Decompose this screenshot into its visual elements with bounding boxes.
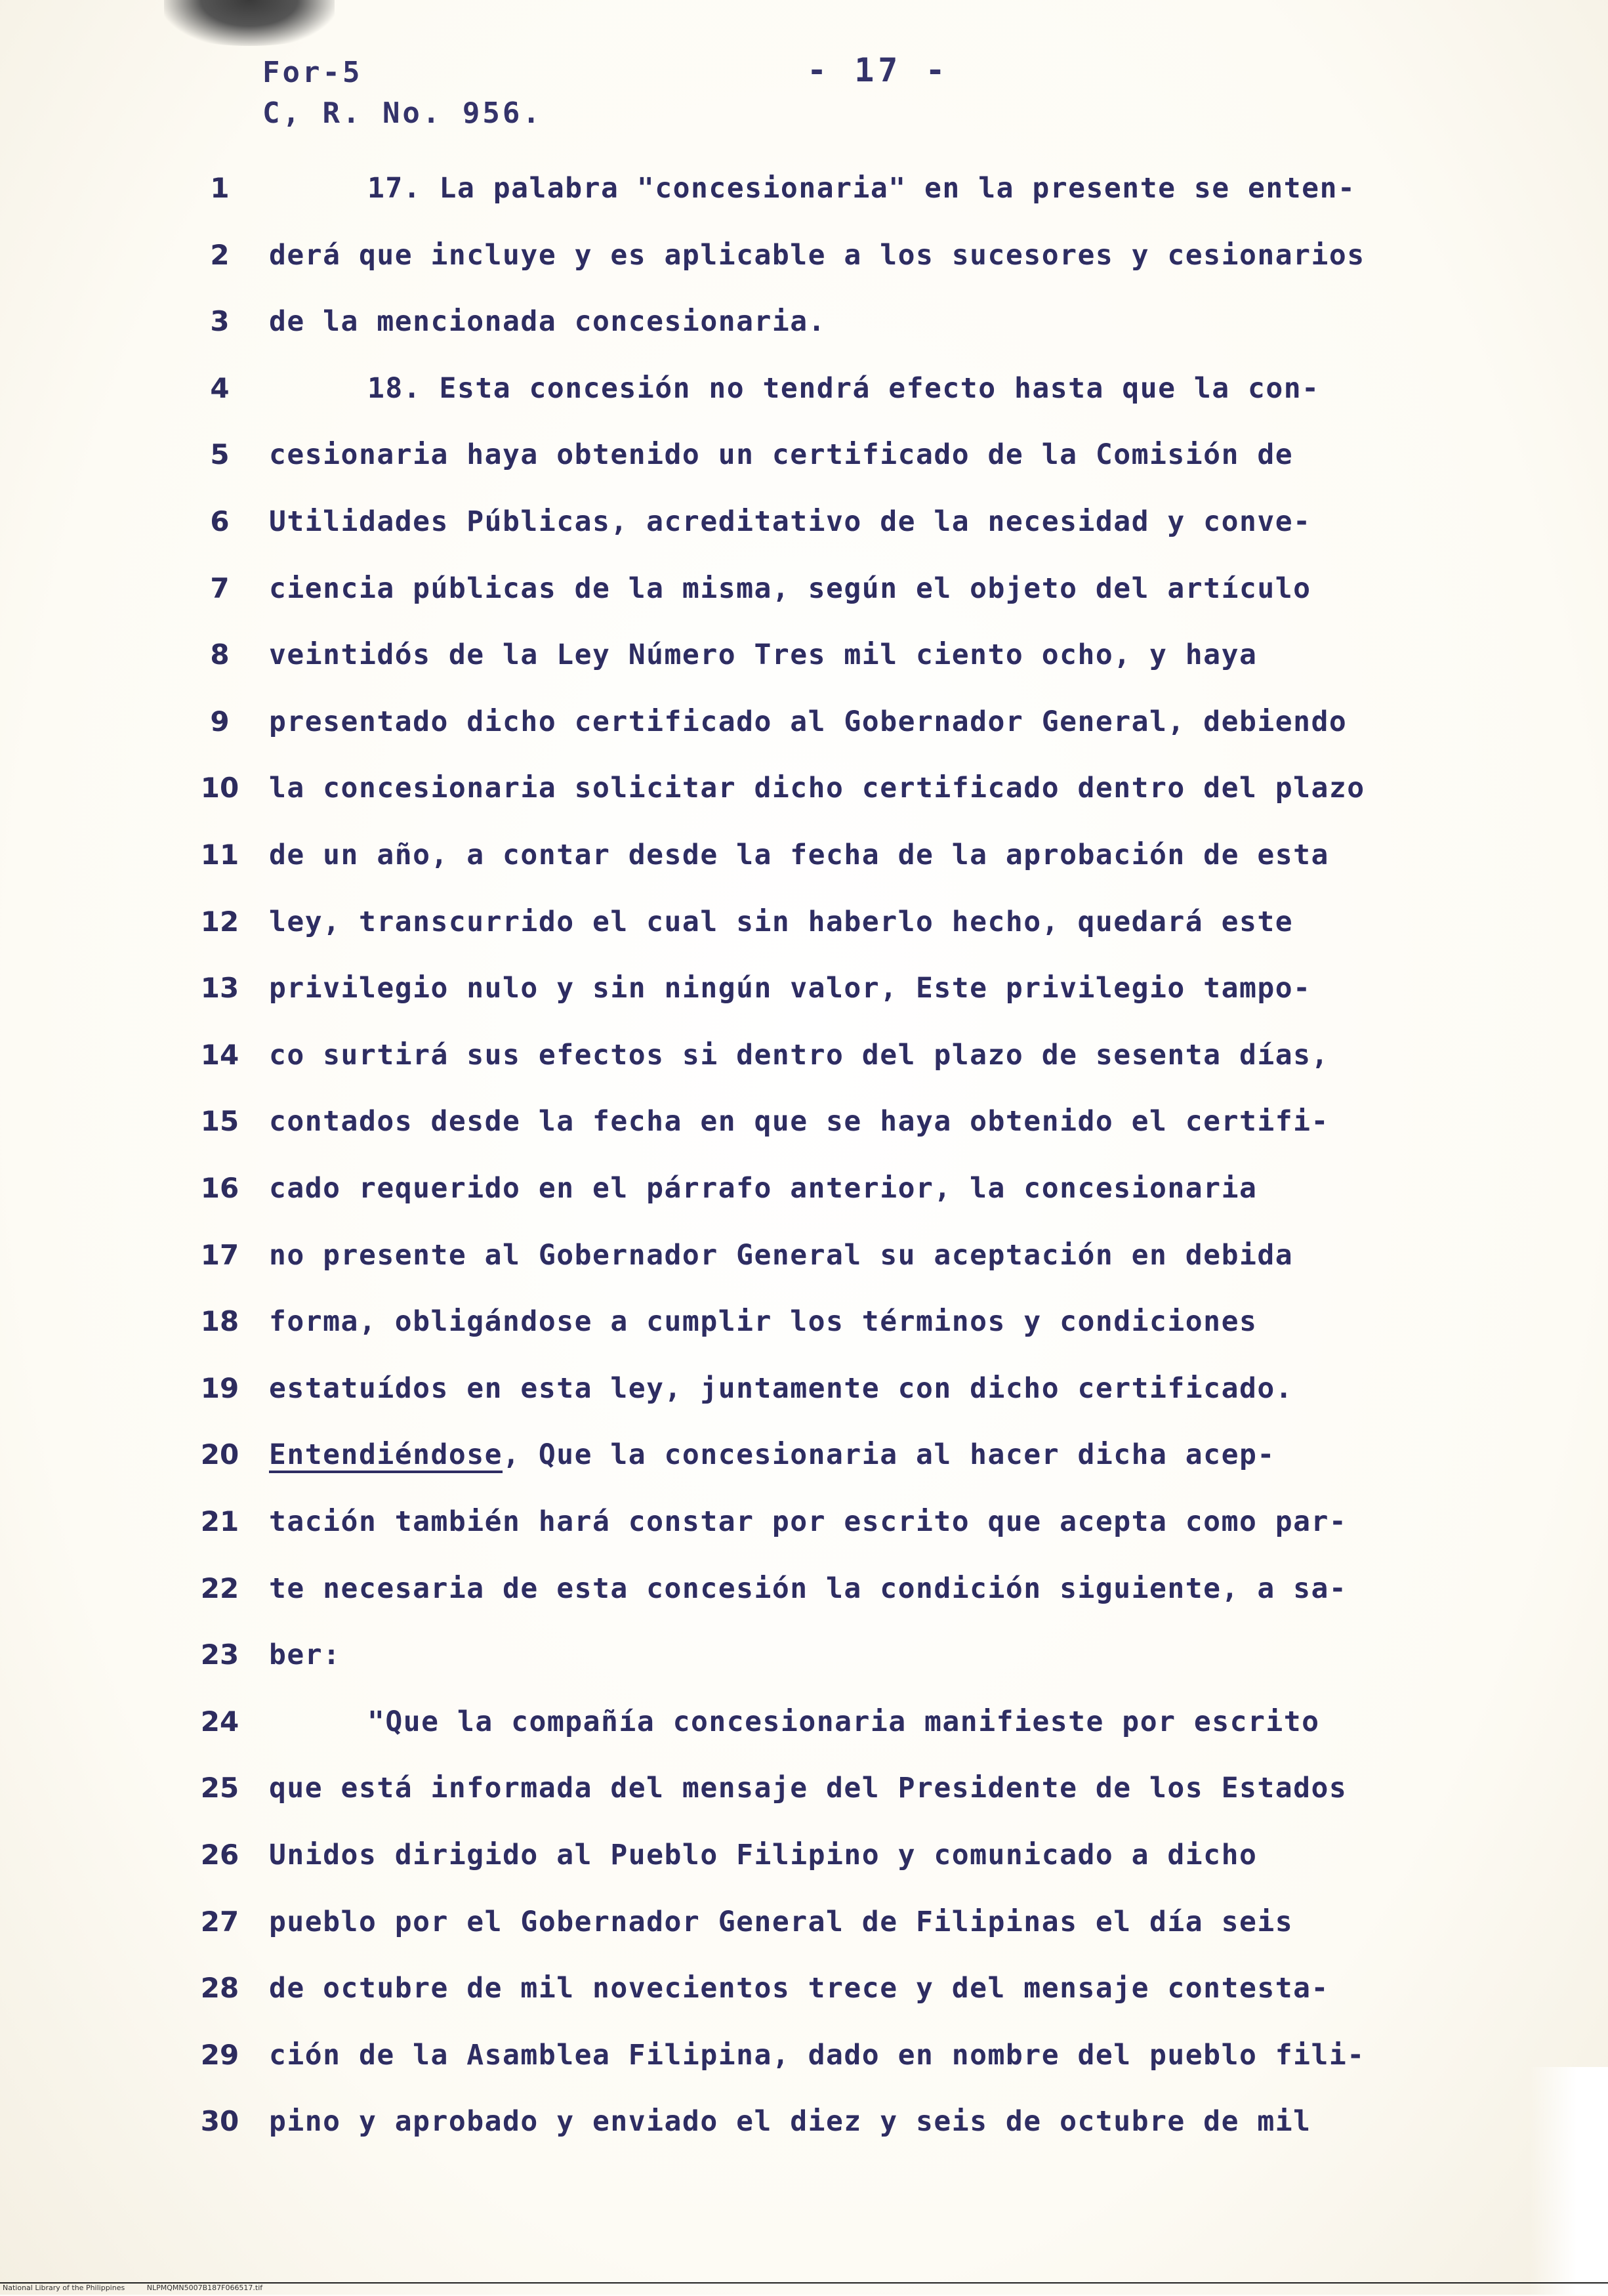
text-line bbox=[0, 1505, 1608, 1572]
line-number: 19 bbox=[200, 1372, 239, 1404]
line-text: cado requerido en el párrafo anterior, la concesionaria bbox=[269, 1172, 1258, 1205]
line-number: 14 bbox=[200, 1039, 239, 1071]
text-line bbox=[0, 772, 1608, 838]
library-name: National Library of the Philippines bbox=[3, 2284, 125, 2292]
line-text: pino y aprobado y enviado el diez y seis de octubre de mil bbox=[269, 2105, 1311, 2138]
line-number: 13 bbox=[200, 972, 239, 1004]
text-line bbox=[0, 1172, 1608, 1238]
line-text: tación también hará constar por escrito que acepta como par- bbox=[269, 1505, 1348, 1538]
line-number: 24 bbox=[200, 1705, 239, 1738]
line-text: presentado dicho certificado al Gobernador General, debiendo bbox=[269, 705, 1348, 738]
line-text: que está informada del mensaje del Presidente de los Estados bbox=[269, 1772, 1348, 1805]
line-text: derá que incluye y es aplicable a los sucesores y cesionarios bbox=[269, 239, 1365, 272]
text-line bbox=[0, 572, 1608, 638]
line-text: forma, obligándose a cumplir los términos y condiciones bbox=[269, 1305, 1258, 1338]
text-line bbox=[0, 438, 1608, 505]
text-line bbox=[0, 1039, 1608, 1105]
line-text: cesionaria haya obtenido un certificado de la Comisión de bbox=[269, 438, 1294, 471]
line-number: 17 bbox=[200, 1239, 239, 1271]
line-number: 20 bbox=[200, 1438, 239, 1471]
text-line bbox=[0, 1639, 1608, 1705]
line-text: ley, transcurrido el cual sin haberlo hecho, quedará este bbox=[269, 906, 1294, 938]
line-number: 22 bbox=[200, 1572, 239, 1604]
line-number: 18 bbox=[200, 1305, 239, 1337]
line-text: veintidós de la Ley Número Tres mil ciento ocho, y haya bbox=[269, 638, 1258, 671]
line-number: 28 bbox=[200, 1972, 239, 2004]
text-line bbox=[0, 972, 1608, 1038]
text-line bbox=[0, 305, 1608, 371]
underlined-word: Entendiéndose bbox=[269, 1438, 503, 1471]
line-number: 7 bbox=[210, 572, 230, 604]
line-number: 1 bbox=[210, 172, 230, 204]
text-line bbox=[0, 2039, 1608, 2105]
line-number: 26 bbox=[200, 1839, 239, 1871]
line-number: 10 bbox=[200, 772, 239, 804]
text-line bbox=[0, 172, 1608, 238]
line-remainder: , Que la concesionaria al hacer dicha acep- bbox=[503, 1438, 1275, 1471]
text-line bbox=[0, 1772, 1608, 1838]
bill-number: C, R. No. 956. bbox=[262, 96, 543, 130]
line-number: 2 bbox=[210, 239, 230, 271]
text-line bbox=[0, 1372, 1608, 1438]
line-text: de octubre de mil novecientos trece y del mensaje contesta- bbox=[269, 1972, 1329, 2005]
file-identifier: NLPMQMN5007B187F066517.tif bbox=[146, 2284, 263, 2292]
text-line bbox=[0, 1305, 1608, 1371]
line-text: 18. Esta concesión no tendrá efecto hasta que la con- bbox=[367, 372, 1320, 405]
line-number: 21 bbox=[200, 1505, 239, 1537]
line-number: 16 bbox=[200, 1172, 239, 1204]
line-number: 8 bbox=[210, 638, 230, 671]
line-number: 9 bbox=[210, 705, 230, 738]
line-number: 3 bbox=[210, 305, 230, 337]
line-number: 23 bbox=[200, 1639, 239, 1671]
text-line bbox=[0, 2105, 1608, 2171]
text-line bbox=[0, 638, 1608, 705]
line-text: ción de la Asamblea Filipina, dado en nombre del pueblo fili- bbox=[269, 2039, 1365, 2072]
text-line bbox=[0, 1239, 1608, 1305]
line-text: te necesaria de esta concesión la condición siguiente, a sa- bbox=[269, 1572, 1348, 1605]
archive-footer bbox=[0, 2282, 1608, 2296]
line-text: ber: bbox=[269, 1639, 341, 1671]
text-line bbox=[0, 372, 1608, 438]
text-line bbox=[0, 1105, 1608, 1171]
line-number: 6 bbox=[210, 505, 230, 537]
line-text: contados desde la fecha en que se haya obtenido el certifi- bbox=[269, 1105, 1329, 1138]
line-text: co surtirá sus efectos si dentro del plazo de sesenta días, bbox=[269, 1039, 1329, 1072]
text-line bbox=[0, 505, 1608, 572]
text-line bbox=[0, 1839, 1608, 1905]
line-text: de la mencionada concesionaria. bbox=[269, 305, 827, 338]
line-text: Utilidades Públicas, acreditativo de la necesidad y conve- bbox=[269, 505, 1311, 538]
text-line bbox=[0, 1906, 1608, 1972]
document-header bbox=[262, 52, 543, 134]
ink-stain bbox=[164, 0, 335, 46]
text-line bbox=[0, 239, 1608, 305]
line-number: 27 bbox=[200, 1906, 239, 1938]
line-number: 15 bbox=[200, 1105, 239, 1137]
line-number: 12 bbox=[200, 906, 239, 938]
line-number: 29 bbox=[200, 2039, 239, 2071]
line-text: Unidos dirigido al Pueblo Filipino y comunicado a dicho bbox=[269, 1839, 1258, 1871]
line-text: estatuídos en esta ley, juntamente con dicho certificado. bbox=[269, 1372, 1294, 1405]
text-line bbox=[0, 1572, 1608, 1639]
line-text bbox=[269, 1438, 1502, 1471]
text-line bbox=[0, 1438, 1608, 1505]
line-number: 5 bbox=[210, 438, 230, 470]
text-line bbox=[0, 1705, 1608, 1772]
line-text: ciencia públicas de la misma, según el objeto del artículo bbox=[269, 572, 1311, 605]
text-line bbox=[0, 705, 1608, 772]
line-text: de un año, a contar desde la fecha de la aprobación de esta bbox=[269, 839, 1329, 871]
text-line bbox=[0, 1972, 1608, 2038]
line-number: 30 bbox=[200, 2105, 239, 2137]
line-text: no presente al Gobernador General su aceptación en debida bbox=[269, 1239, 1294, 1272]
line-number: 11 bbox=[200, 839, 239, 871]
line-text: privilegio nulo y sin ningún valor, Este privilegio tampo- bbox=[269, 972, 1311, 1005]
line-text: la concesionaria solicitar dicho certificado dentro del plazo bbox=[269, 772, 1365, 804]
line-text: "Que la compañía concesionaria manifieste por escrito bbox=[367, 1705, 1320, 1738]
line-text: pueblo por el Gobernador General de Filipinas el día seis bbox=[269, 1906, 1294, 1938]
line-number: 25 bbox=[200, 1772, 239, 1804]
text-line bbox=[0, 839, 1608, 905]
line-number: 4 bbox=[210, 372, 230, 404]
page-number: - 17 - bbox=[807, 51, 949, 89]
form-number: For-5 bbox=[262, 56, 363, 89]
text-line bbox=[0, 906, 1608, 972]
line-text: 17. La palabra "concesionaria" en la presente se enten- bbox=[367, 172, 1356, 205]
